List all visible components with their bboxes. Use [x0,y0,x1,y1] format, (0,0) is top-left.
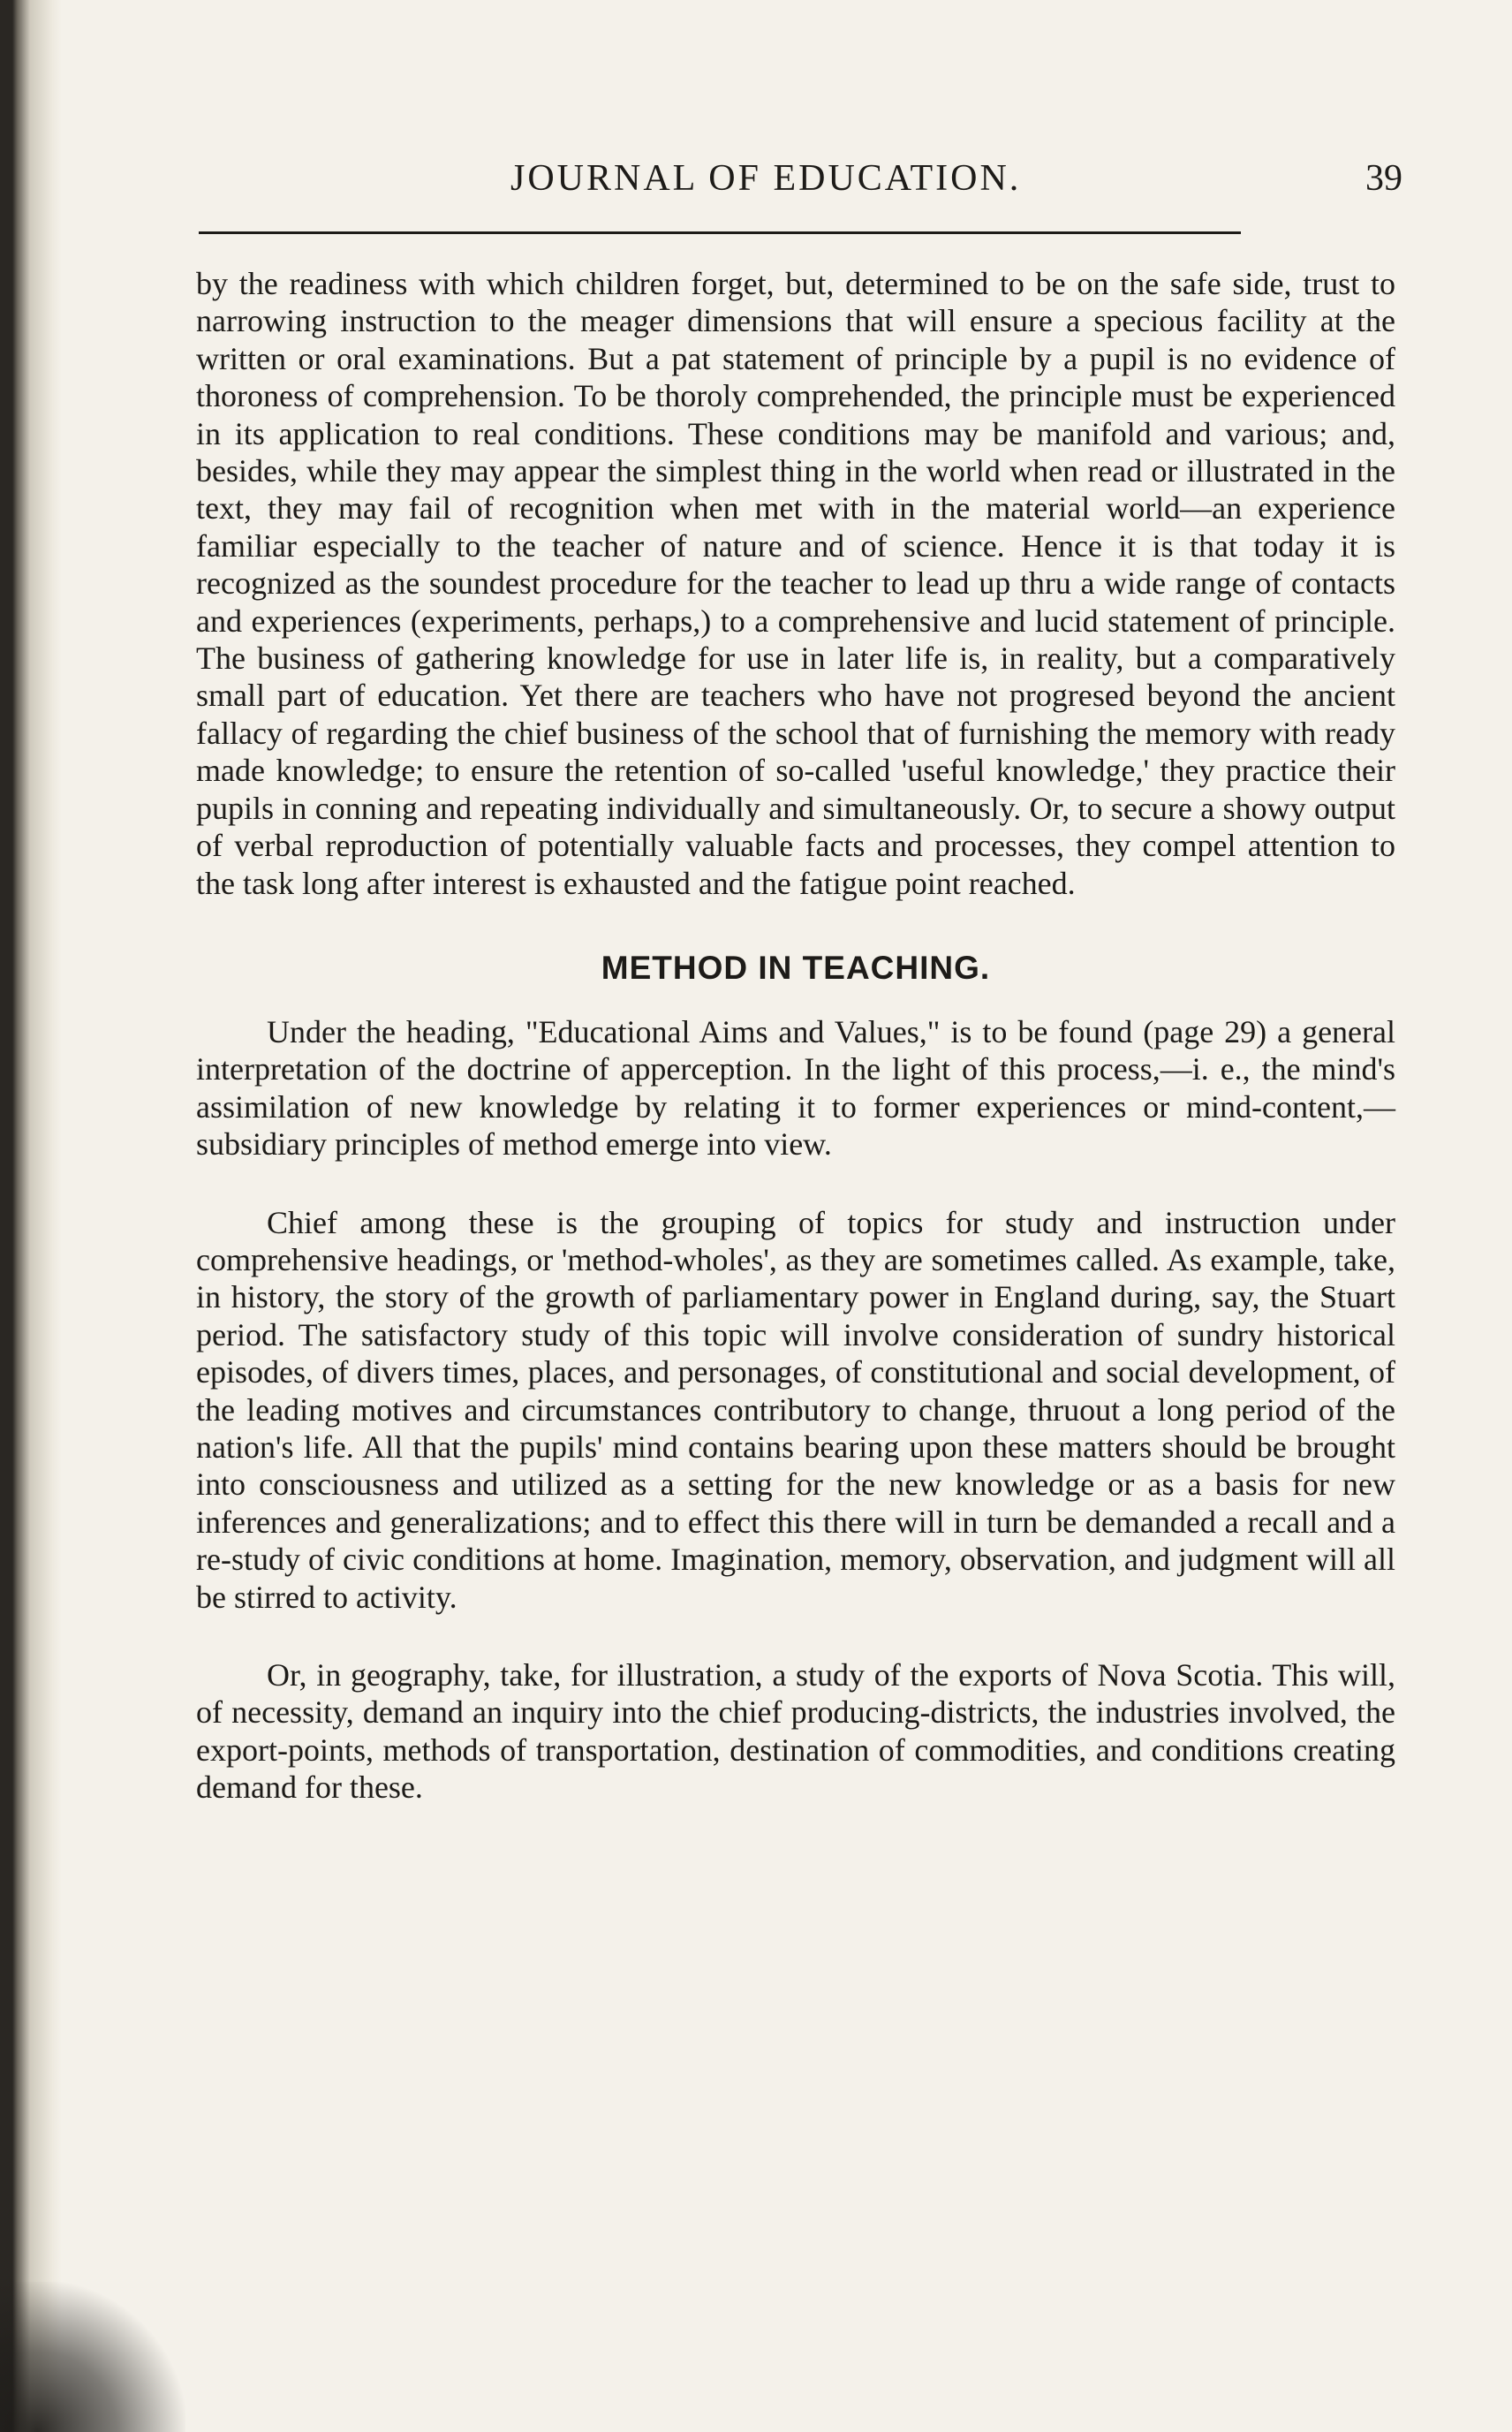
header-rule [199,231,1241,234]
running-title: JOURNAL OF EDUCATION. [510,158,1022,199]
paragraph-geography-example: Or, in geography, take, for illustration, a study of the exports of Nova Scotia. This will, of necessity, demand an inquiry into the chief producing-districts, the industries involved, the export-points, methods of transportation, destination of commodities, and conditions creating demand for these. [196,1657,1395,1806]
page-body [196,265,1395,1807]
page-binding-shadow [0,0,62,2432]
page-number: 39 [1365,158,1402,199]
paragraph-apperception: Under the heading, "Educational Aims and Values," is to be found (page 29) a general interpretation of the doctrine of apperception. In the light of this process,—i. e., the mind's assimilation of new knowledge by relating it to former experiences or mind-content,—subsidiary principles of method emerge into view. [196,1013,1395,1163]
paragraph-method-wholes: Chief among these is the grouping of topics for study and instruction under comprehensive headings, or 'method-wholes', as they are sometimes called. As example, take, in history, the story of the growth of parliamentary power in England during, say, the Stuart period. The satisfactory study of this topic will involve consideration of sundry historical episodes, of divers times, places, and personages, of constitutional and social development, of the leading motives and circumstances contributory to change, thruout a long period of the nation's life. All that the pupils' mind contains bearing upon these matters should be brought into consciousness and utilized as a setting for the new knowledge or as a basis for new inferences and generalizations; and to effect this there will in turn be demanded a recall and a re-study of civic conditions at home. Imagination, memory, observation, and judgment will all be stirred to activity. [196,1204,1395,1615]
section-heading: METHOD IN TEACHING. [601,949,991,986]
ink-smudge [0,2282,185,2432]
paragraph-continued: by the readiness with which children forget, but, determined to be on the safe side, trust to narrowing instruction to the meager dimensions that will ensure a specious facility at the written or oral examinations. But a pat statement of principle by a pupil is no evidence of thoroness of comprehension. To be thoroly comprehended, the principle must be experienced in its application to real conditions. These conditions may be manifold and various; and, besides, while they may appear the simplest thing in the world when read or illustrated in the text, they may fail of recognition when met with in the material world—an experience familiar especially to the teacher of nature and of science. Hence it is that today it is recognized as the soundest procedure for the teacher to lead up thru a wide range of contacts and experiences (experiments, perhaps,) to a comprehensive and lucid statement of principle. The business of gathering knowledge for use in later life is, in reality, but a comparatively small part of education. Yet there are teachers who have not progresed beyond the ancient fallacy of regarding the chief business of the school that of furnishing the memory with ready made knowledge; to ensure the retention of so-called 'useful knowledge,' they practice their pupils in conning and repeating individually and simultaneously. Or, to secure a showy output of verbal reproduction of potentially valuable facts and processes, they compel attention to the task long after interest is exhausted and the fatigue point reached. [196,266,1395,901]
page-header [510,157,1402,210]
